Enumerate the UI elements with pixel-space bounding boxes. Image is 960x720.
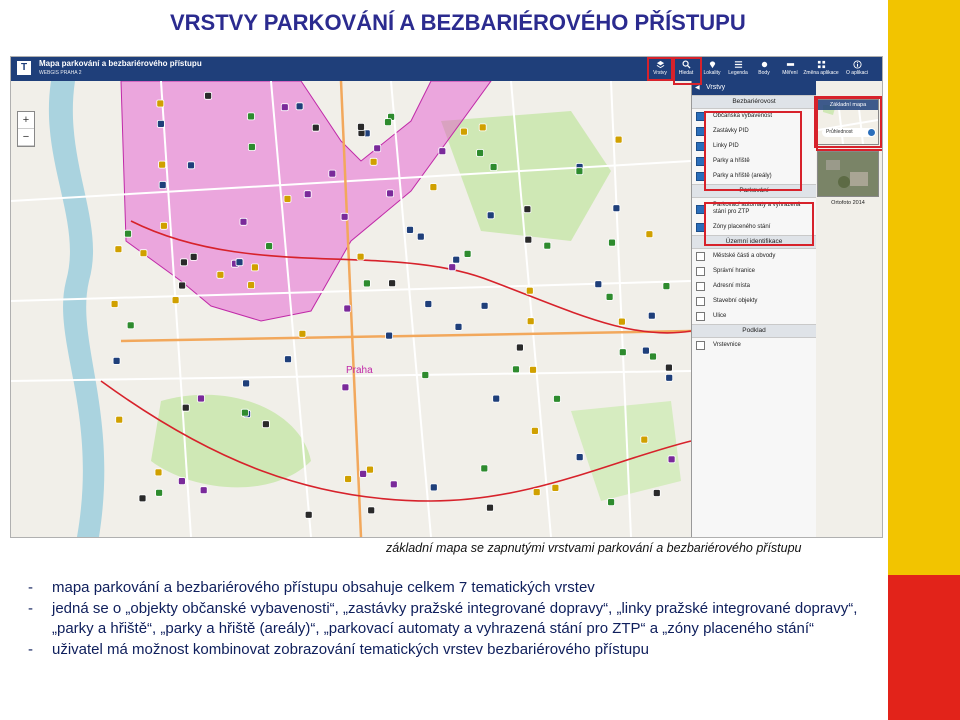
map-marker[interactable] — [159, 182, 166, 189]
map-marker[interactable] — [127, 322, 134, 329]
map-marker[interactable] — [285, 356, 292, 363]
basemap-thumbnail — [818, 152, 878, 196]
map-marker[interactable] — [113, 357, 120, 364]
map-marker[interactable] — [284, 195, 291, 202]
map-marker[interactable] — [157, 120, 164, 127]
slide-title: VRSTVY PARKOVÁNÍ A BEZBARIÉROVÉHO PŘÍSTUPU — [170, 10, 746, 35]
map-marker[interactable] — [389, 280, 396, 287]
tool-label: O aplikaci — [846, 70, 868, 76]
layer-item-admin-borders[interactable] — [692, 264, 816, 279]
map-marker[interactable] — [160, 222, 167, 229]
map-marker[interactable] — [240, 218, 247, 225]
layer-group-parking[interactable]: Parkování — [692, 184, 816, 198]
layer-item-parking-meters[interactable] — [692, 198, 816, 220]
layer-label: Adresní místa — [713, 282, 751, 289]
layer-checkbox[interactable] — [696, 223, 705, 232]
tool-label: Lokality — [703, 70, 721, 76]
map-marker[interactable] — [248, 144, 255, 151]
layer-label: Vrstevnice — [713, 341, 741, 348]
info-icon — [853, 60, 862, 69]
map-marker[interactable] — [487, 504, 494, 511]
map-marker[interactable] — [304, 191, 311, 198]
layer-label: Parkovací automaty a vyhrazená stání pro ZTP — [713, 201, 801, 215]
map-marker[interactable] — [526, 287, 533, 294]
bullet-item — [28, 599, 868, 640]
opacity-knob[interactable] — [868, 129, 875, 136]
bullet-item — [28, 578, 868, 599]
layers-panel — [691, 81, 816, 537]
map-marker[interactable] — [576, 168, 583, 175]
map-marker[interactable] — [665, 364, 672, 371]
map-marker[interactable] — [530, 366, 537, 373]
map-marker[interactable] — [367, 466, 374, 473]
layer-group-basemap[interactable]: Podklad — [692, 324, 816, 338]
map-marker[interactable] — [490, 164, 497, 171]
map-marker[interactable] — [595, 281, 602, 288]
bullet-text: mapa parkování a bezbariérového přístupu obsahuje celkem 7 tematických vrstev — [52, 579, 595, 596]
basemap-standard[interactable] — [817, 99, 879, 145]
layer-item-parks-areas[interactable] — [692, 169, 816, 184]
ruler-icon — [786, 60, 795, 69]
map-marker[interactable] — [205, 92, 212, 99]
map-marker[interactable] — [487, 212, 494, 219]
map-marker[interactable] — [407, 226, 414, 233]
bullet-text: uživatel má možnost kombinovat zobrazování tematických vrstev bezbariérového přístupu — [52, 640, 649, 658]
layer-item-addresses[interactable] — [692, 279, 816, 294]
grid-icon — [817, 60, 826, 69]
layer-group-accessibility[interactable]: Bezbariérovost — [692, 95, 816, 109]
map-marker[interactable] — [139, 495, 146, 502]
map-marker[interactable] — [493, 395, 500, 402]
layer-checkbox[interactable] — [696, 142, 705, 151]
layer-label: Zastávky PID — [713, 127, 749, 134]
layer-label: Občanská vybavenost — [713, 112, 773, 119]
map-marker[interactable] — [453, 256, 460, 263]
app-subtitle: WEBGIS PRAHA 2 — [39, 70, 82, 76]
app-screenshot — [10, 56, 883, 538]
layer-label: Správní hranice — [713, 267, 756, 274]
tool-search[interactable] — [674, 58, 698, 80]
map-marker[interactable] — [111, 301, 118, 308]
map-city-label: Praha — [346, 365, 373, 376]
map-marker[interactable] — [430, 184, 437, 191]
map-marker[interactable] — [464, 250, 471, 257]
app-title: Mapa parkování a bezbariérového přístupu — [39, 59, 202, 68]
bullet-dash: - — [28, 579, 33, 596]
map-marker[interactable] — [363, 280, 370, 287]
map-marker[interactable] — [156, 489, 163, 496]
layer-item-paid-zones[interactable] — [692, 220, 816, 235]
tool-points[interactable] — [752, 58, 776, 80]
map-marker[interactable] — [342, 384, 349, 391]
map-marker[interactable] — [544, 242, 551, 249]
map-marker[interactable] — [477, 150, 484, 157]
map-marker[interactable] — [370, 158, 377, 165]
basemap-switcher — [817, 99, 879, 206]
zoom-control — [17, 111, 35, 147]
map-marker[interactable] — [217, 271, 224, 278]
basemap-label: Základní mapa — [818, 100, 878, 110]
map-marker[interactable] — [179, 282, 186, 289]
map-marker[interactable] — [513, 366, 520, 373]
map-marker[interactable] — [360, 470, 367, 477]
layer-checkbox[interactable] — [696, 341, 705, 350]
search-icon — [682, 60, 691, 69]
map-marker[interactable] — [531, 427, 538, 434]
map-marker[interactable] — [449, 264, 456, 271]
map-marker[interactable] — [329, 170, 336, 177]
map-marker[interactable] — [344, 305, 351, 312]
map-marker[interactable] — [312, 124, 319, 131]
map-marker[interactable] — [172, 297, 179, 304]
bullet-dash: - — [28, 599, 33, 617]
map-marker[interactable] — [527, 318, 534, 325]
map-marker[interactable] — [646, 231, 653, 238]
map-marker[interactable] — [608, 499, 615, 506]
layer-label: Parky a hřiště — [713, 157, 750, 164]
map-marker[interactable] — [666, 374, 673, 381]
map-marker[interactable] — [251, 264, 258, 271]
layer-label: Ulice — [713, 312, 727, 319]
map-marker[interactable] — [653, 490, 660, 497]
tool-label: Hledat — [678, 70, 694, 76]
map-marker[interactable] — [125, 230, 132, 237]
app-header — [11, 57, 882, 81]
map-marker[interactable] — [390, 481, 397, 488]
map-marker[interactable] — [140, 250, 147, 257]
layer-checkbox[interactable] — [696, 252, 705, 261]
map-marker[interactable] — [180, 259, 187, 266]
layers-icon — [656, 60, 665, 69]
map-marker[interactable] — [296, 103, 303, 110]
map-marker[interactable] — [157, 100, 164, 107]
layer-item-streets[interactable] — [692, 309, 816, 324]
map-marker[interactable] — [115, 246, 122, 253]
map-marker[interactable] — [619, 349, 626, 356]
map-marker[interactable] — [613, 205, 620, 212]
tool-measure[interactable] — [778, 58, 802, 80]
map-marker[interactable] — [159, 161, 166, 168]
tool-layers[interactable] — [648, 58, 672, 80]
tool-about[interactable] — [840, 58, 874, 80]
map-marker[interactable] — [374, 145, 381, 152]
map-marker[interactable] — [341, 213, 348, 220]
layer-label: Městské části a obvody — [713, 252, 776, 259]
layer-item-parks[interactable] — [692, 154, 816, 169]
opacity-toggle[interactable] — [822, 128, 876, 137]
layer-item-buildings[interactable] — [692, 294, 816, 309]
map-marker[interactable] — [155, 469, 162, 476]
map-marker[interactable] — [417, 233, 424, 240]
map-marker[interactable] — [299, 330, 306, 337]
map-marker[interactable] — [305, 511, 312, 518]
map-marker[interactable] — [642, 347, 649, 354]
opacity-label: Průhlednost — [826, 129, 853, 135]
map-marker[interactable] — [198, 395, 205, 402]
bullet-item — [28, 640, 868, 661]
layer-checkbox[interactable] — [696, 297, 705, 306]
app-logo: T — [17, 61, 31, 75]
layer-item-pid-lines[interactable] — [692, 139, 816, 154]
map-marker[interactable] — [516, 344, 523, 351]
map-marker[interactable] — [425, 301, 432, 308]
tool-label: Měření — [782, 70, 798, 76]
map-marker[interactable] — [554, 395, 561, 402]
bullet-text: jedná se o „objekty občanské vybavenosti“, „zastávky pražské integrované dopravy“, „linky pražské integrované dopravy“, „parky a hřiště“, „parky a hřiště (areály)“, „parkovací automaty a vyhrazená stání pro ZTP“ a „zóny placeného stání“ — [52, 599, 858, 637]
tool-label: Body — [758, 70, 770, 76]
zoom-in-button[interactable]: + — [18, 112, 34, 129]
layer-checkbox[interactable] — [696, 112, 705, 121]
tool-label: Změna aplikace — [803, 70, 839, 76]
map-marker[interactable] — [422, 372, 429, 379]
map-marker[interactable] — [178, 478, 185, 485]
map-marker[interactable] — [243, 380, 250, 387]
map-marker[interactable] — [368, 507, 375, 514]
map-marker[interactable] — [615, 136, 622, 143]
tool-legend[interactable] — [726, 58, 750, 80]
map-marker[interactable] — [241, 409, 248, 416]
layer-item-contours[interactable] — [692, 338, 816, 353]
layer-label: Stavební objekty — [713, 297, 758, 304]
layer-checkbox[interactable] — [696, 205, 705, 214]
map-marker[interactable] — [618, 318, 625, 325]
map-marker[interactable] — [606, 293, 613, 300]
map-marker[interactable] — [481, 465, 488, 472]
basemap-orthophoto[interactable] — [817, 151, 879, 206]
layer-item-pid-stops[interactable] — [692, 124, 816, 139]
layer-checkbox[interactable] — [696, 157, 705, 166]
map-marker[interactable] — [641, 436, 648, 443]
map-marker[interactable] — [182, 404, 189, 411]
tool-change-app[interactable] — [804, 58, 838, 80]
map-marker[interactable] — [190, 253, 197, 260]
map-marker[interactable] — [248, 282, 255, 289]
map-marker[interactable] — [533, 489, 540, 496]
zoom-out-button[interactable]: − — [18, 129, 34, 146]
layer-item-civic-amenities[interactable] — [692, 109, 816, 124]
layer-checkbox[interactable] — [696, 282, 705, 291]
map-marker[interactable] — [481, 302, 488, 309]
map-marker[interactable] — [116, 416, 123, 423]
layer-label: Parky a hřiště (areály) — [713, 172, 772, 179]
map-marker[interactable] — [648, 312, 655, 319]
pin-icon — [708, 60, 717, 69]
layer-checkbox[interactable] — [696, 172, 705, 181]
map-marker[interactable] — [266, 243, 273, 250]
map-marker[interactable] — [188, 162, 195, 169]
bullet-dash: - — [28, 640, 33, 658]
tool-locations[interactable] — [700, 58, 724, 80]
map-marker[interactable] — [455, 323, 462, 330]
map-marker[interactable] — [387, 190, 394, 197]
list-icon — [734, 60, 743, 69]
tool-label: Vrstvy — [653, 70, 667, 76]
map-marker[interactable] — [248, 113, 255, 120]
map-marker[interactable] — [430, 484, 437, 491]
map-marker[interactable] — [552, 484, 559, 491]
layer-label: Zóny placeného stání — [713, 223, 771, 230]
map-marker[interactable] — [357, 253, 364, 260]
map-marker[interactable] — [609, 239, 616, 246]
tool-label: Legenda — [728, 70, 748, 76]
map-marker[interactable] — [479, 124, 486, 131]
map-marker[interactable] — [439, 148, 446, 155]
map-marker[interactable] — [525, 236, 532, 243]
layer-checkbox[interactable] — [696, 267, 705, 276]
toolbar — [648, 58, 874, 80]
map-marker[interactable] — [281, 104, 288, 111]
bullet-list — [28, 578, 868, 660]
map-marker[interactable] — [385, 119, 392, 126]
layers-panel-title[interactable]: ◀ Vrstvy — [692, 81, 816, 95]
map-marker[interactable] — [650, 353, 657, 360]
basemap-label: Ortofoto 2014 — [831, 200, 865, 206]
layer-group-territorial[interactable]: Územní identifikace — [692, 235, 816, 249]
accent-bar-red — [888, 575, 960, 720]
layer-checkbox[interactable] — [696, 312, 705, 321]
map-marker[interactable] — [345, 476, 352, 483]
layer-item-districts[interactable] — [692, 249, 816, 264]
layer-checkbox[interactable] — [696, 127, 705, 136]
map-marker[interactable] — [200, 487, 207, 494]
layer-label: Linky PID — [713, 142, 739, 149]
map-marker[interactable] — [386, 332, 393, 339]
map-marker[interactable] — [663, 283, 670, 290]
map-marker[interactable] — [668, 456, 675, 463]
point-icon — [760, 60, 769, 69]
map-marker[interactable] — [576, 454, 583, 461]
map-marker[interactable] — [236, 259, 243, 266]
map-marker[interactable] — [524, 206, 531, 213]
map-marker[interactable] — [460, 128, 467, 135]
map-marker[interactable] — [358, 123, 365, 130]
map-marker[interactable] — [262, 421, 269, 428]
screenshot-caption: základní mapa se zapnutými vrstvami parkování a bezbariérového přístupu — [386, 541, 802, 555]
